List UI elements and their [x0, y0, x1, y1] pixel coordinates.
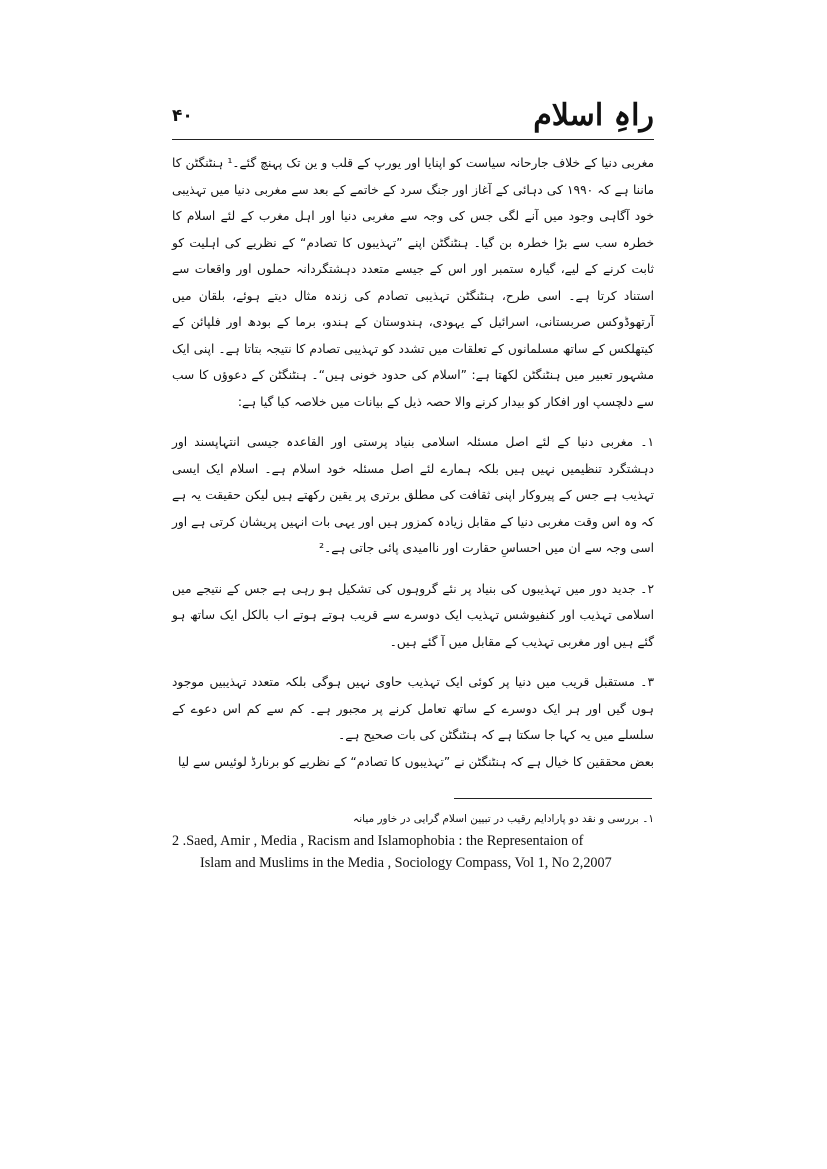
page-number: ۴۰ [172, 106, 193, 126]
page-header [172, 96, 654, 136]
body-text [172, 150, 654, 775]
footnote-2-line-2: Islam and Muslims in the Media , Sociology Compass, Vol 1, No 2,2007 [200, 855, 612, 871]
footnote-2 [172, 830, 654, 874]
list-item [172, 429, 654, 562]
footnotes [172, 808, 654, 874]
list-item [172, 669, 654, 749]
header-rule [172, 139, 654, 140]
list-item-number: ۱۔ [640, 435, 655, 449]
journal-title: راہِ اسلام [533, 98, 654, 133]
list-item-number: ۲۔ [640, 581, 654, 596]
list-item-text: جدید دور میں تہذیبوں کی بنیاد پر نئے گروہوں کی تشکیل ہو رہی ہے جس کے نتیجے میں اسلامی تہذیب اور کنفیوشس تہذیب ایک دوسرے سے قریب ہوتے ہوتے اب بالکل ایک ساتھ ہو گئے ہیں اور مغربی تہذیب کے مقابل میں آ گئے ہیں۔ [172, 581, 654, 649]
footnote-1: ۱۔ بررسی و نقد دو پارادایم رقیب در تبیین اسلام گرایی در خاور میانہ [353, 813, 654, 825]
footnote-2-line-1: 2 .Saed, Amir , Media , Racism and Islamophobia : the Representaion of [172, 833, 584, 849]
footnote-rule [454, 798, 652, 799]
intro-paragraph: مغربی دنیا کے خلاف جارحانہ سیاست کو اپنایا اور یورپ کے قلب و ین تک پہنچ گئے۔¹ ہنٹنگٹن کا ماننا ہے کہ ۱۹۹۰ کی دہائی کے آغاز اور جنگ سرد کے خاتمے کے بعد سے مغربی دنیا میں تہذیبی خود آگاہی وجود میں آنے لگی جس کی وجہ سے مغربی دنیا اور اہل مغرب کے لئے اسلام کا خطرہ سب سے بڑا خطرہ بن گیا۔ ہنٹنگٹن اپنے ”تہذیبوں کا تصادم“ کے نظریے کی اہلیت کو ثابت کرنے کے لیے، گیارہ ستمبر اور اس کے جیسے متعدد دہشتگردانہ حملوں اور واقعات سے استناد کرتا ہے۔ اسی طرح، ہنٹنگٹن تہذیبی تصادم کی زندہ مثال دیتے ہوئے، بلقان میں آرتھوڈوکس صربستانی، اسرائیل کے یہودی، ہندوستان کے ہندو، برما کے بودھ اور فلپائن کے کیتھلکس کے ساتھ مسلمانوں کے تعلقات میں تشدد کو تہذیبی تصادم کا نتیجہ بتاتا ہے۔ اپنی ایک مشہور تعبیر میں ہنٹنگٹن لکھتا ہے: ”اسلام کی حدود خونی ہیں“۔ ہنٹنگٹن کے دعوؤں کا سب سے دلچسپ اور افکار کو بیدار کرنے والا حصہ ذیل کے بیانات میں خلاصہ کیا گیا ہے: [172, 156, 655, 409]
list-item-text: مستقبل قریب میں دنیا پر کوئی ایک تہذیب حاوی نہیں ہوگی بلکہ متعدد تہذیبیں موجود ہوں گیں اور ہر ایک دوسرے کے ساتھ تعامل کرنے پر مجبور ہے۔ کم سے کم اس دعوے کے سلسلے میں یہ کہا جا سکتا ہے کہ ہنٹنگٹن کی بات صحیح ہے۔ [172, 675, 654, 742]
list-item-number: ۳۔ [640, 675, 654, 689]
list-item-text: مغربی دنیا کے لئے اصل مسئلہ اسلامی بنیاد پرستی اور القاعدہ جیسی انتہاپسند اور دہشتگرد تنظیمیں نہیں ہیں بلکہ ہمارے لئے اصل مسئلہ خود اسلام ہے۔ اسلام ایک ایسی تہذیب ہے جس کے پیروکار اپنی ثقافت کی مطلق برتری پر یقین رکھتے ہیں لیکن حقیقت یہ ہے کہ وہ اس وقت مغربی دنیا کے مقابل زیادہ کمزور ہیں اور یہی بات انہیں پریشان کرتی ہے اور اسی وجہ سے ان میں احساسِ حقارت اور ناامیدی پائی جاتی ہے۔² [172, 435, 654, 555]
list-item [172, 576, 654, 656]
closing-paragraph: بعض محققین کا خیال ہے کہ ہنٹنگٹن نے ”تہذیبوں کا تصادم“ کے نظریے کو برنارڈ لوئیس سے لیا [178, 754, 654, 769]
